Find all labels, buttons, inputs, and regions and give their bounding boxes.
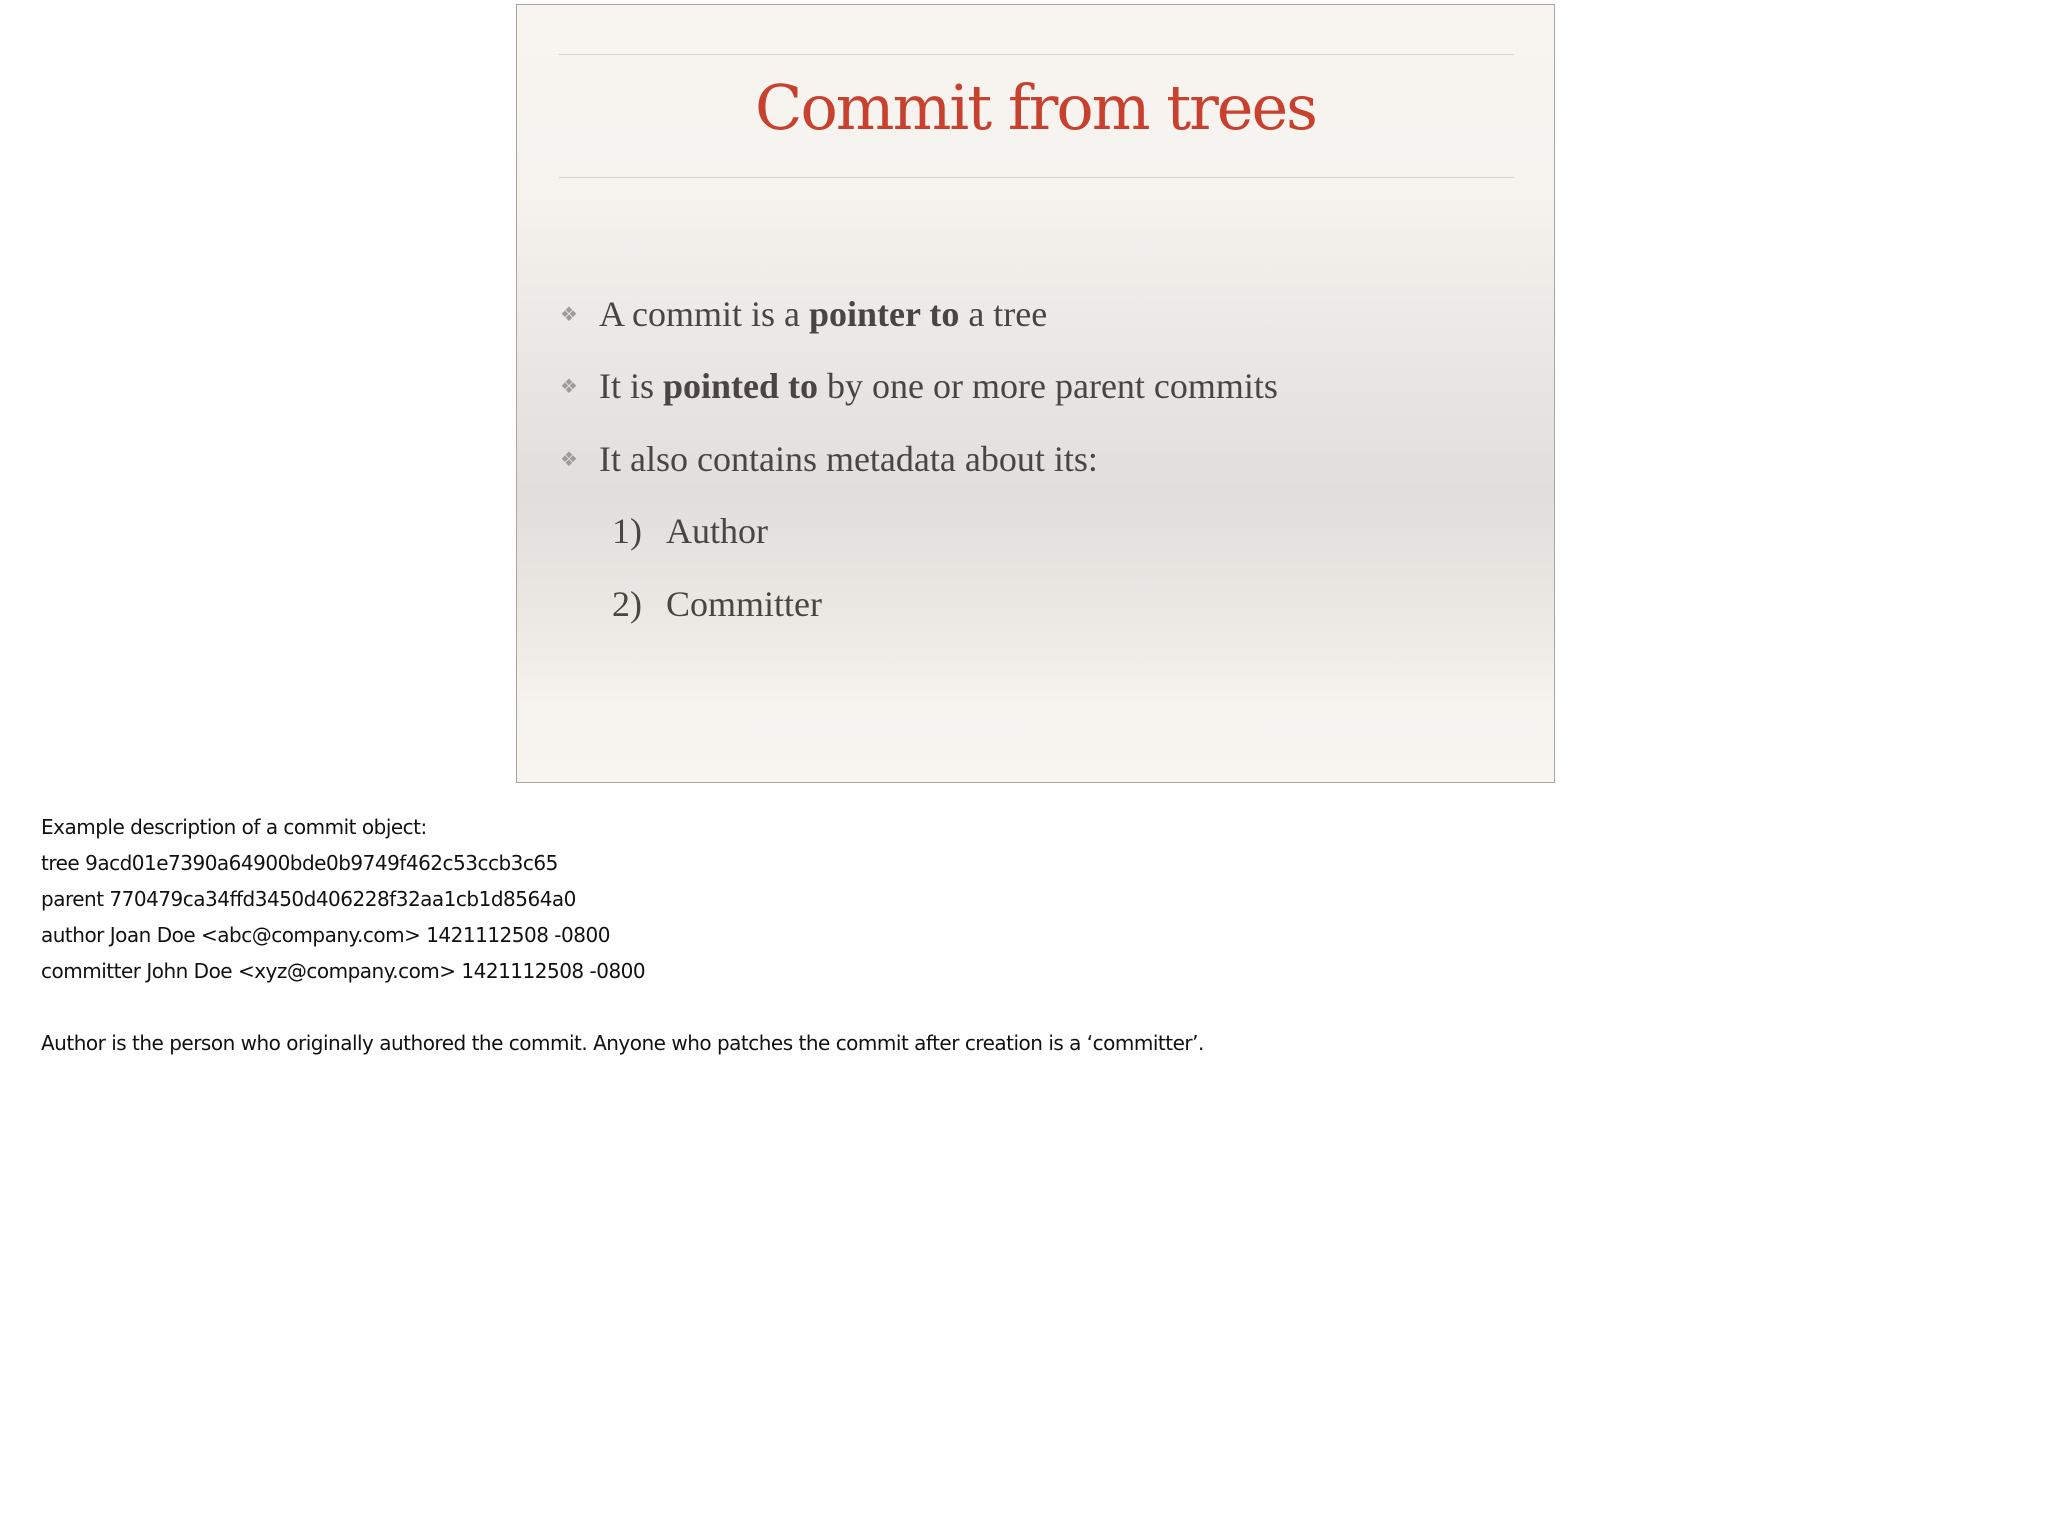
title-rule-top [559, 54, 1514, 55]
bullet-diamond-icon: ❖ [560, 376, 578, 398]
notes-explanation: Author is the person who originally authored the commit. Anyone who patches the commit after creation is a ‘committer’. [41, 1031, 1204, 1055]
numbered-item-committer [612, 586, 822, 622]
item-label: Author [666, 511, 768, 551]
numbered-item-author [612, 513, 768, 549]
speaker-notes [41, 809, 1204, 1061]
notes-line: author Joan Doe <abc@company.com> 1421112508 -0800 [41, 923, 610, 947]
item-label: Committer [666, 584, 822, 624]
notes-line: Example description of a commit object: [41, 815, 427, 839]
bullet-text: It is [599, 366, 664, 406]
bullet-diamond-icon: ❖ [560, 304, 578, 326]
notes-spacer [41, 989, 1204, 1025]
notes-line: parent 770479ca34ffd3450d406228f32aa1cb1d8564a0 [41, 887, 576, 911]
bullet-item [560, 296, 1047, 332]
notes-line: tree 9acd01e7390a64900bde0b9749f462c53ccb3c65 [41, 851, 558, 875]
slide [516, 4, 1555, 783]
bullet-text: a tree [959, 294, 1048, 334]
bullet-emphasis: pointer to [809, 294, 960, 334]
bullet-item [560, 368, 1278, 404]
item-number: 2) [612, 584, 642, 624]
bullet-text: A commit is a [599, 294, 809, 334]
bullet-emphasis: pointed to [663, 366, 819, 406]
bullet-text: It also contains metadata about its: [599, 439, 1098, 479]
item-number: 1) [612, 511, 642, 551]
slide-title: Commit from trees [755, 71, 1316, 144]
bullet-item [560, 441, 1098, 477]
bullet-text: by one or more parent commits [818, 366, 1278, 406]
notes-line: committer John Doe <xyz@company.com> 1421112508 -0800 [41, 959, 646, 983]
bullet-diamond-icon: ❖ [560, 449, 578, 471]
title-rule-bottom [559, 177, 1514, 178]
